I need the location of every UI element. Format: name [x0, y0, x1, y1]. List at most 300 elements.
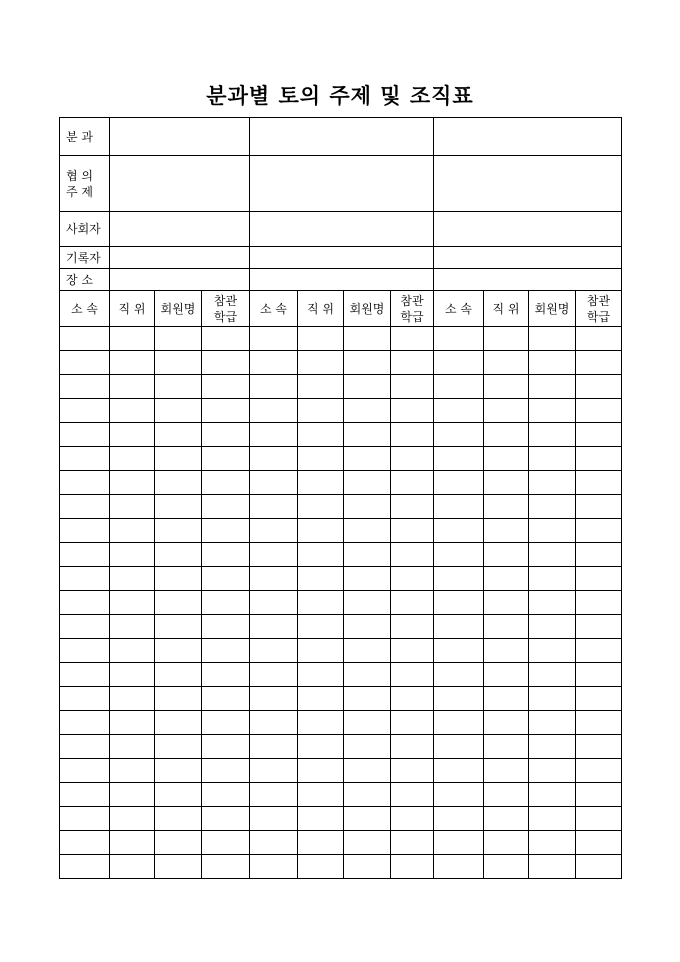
blank-cell[interactable]	[576, 687, 622, 711]
blank-cell[interactable]	[344, 591, 391, 615]
blank-cell[interactable]	[298, 735, 344, 759]
blank-cell[interactable]	[250, 591, 298, 615]
place-cell-3[interactable]	[434, 269, 622, 291]
blank-cell[interactable]	[576, 663, 622, 687]
blank-cell[interactable]	[155, 831, 202, 855]
blank-cell[interactable]	[60, 711, 110, 735]
division-cell-1[interactable]	[110, 118, 250, 156]
blank-cell[interactable]	[529, 831, 576, 855]
blank-cell[interactable]	[60, 471, 110, 495]
blank-cell[interactable]	[250, 399, 298, 423]
blank-cell[interactable]	[344, 519, 391, 543]
blank-cell[interactable]	[576, 591, 622, 615]
blank-cell[interactable]	[250, 351, 298, 375]
blank-cell[interactable]	[576, 327, 622, 351]
blank-cell[interactable]	[60, 399, 110, 423]
blank-cell[interactable]	[110, 519, 155, 543]
blank-cell[interactable]	[529, 543, 576, 567]
blank-cell[interactable]	[250, 735, 298, 759]
blank-cell[interactable]	[155, 423, 202, 447]
blank-cell[interactable]	[576, 783, 622, 807]
blank-cell[interactable]	[155, 543, 202, 567]
blank-cell[interactable]	[391, 447, 434, 471]
blank-cell[interactable]	[110, 711, 155, 735]
blank-cell[interactable]	[344, 711, 391, 735]
blank-cell[interactable]	[391, 543, 434, 567]
blank-cell[interactable]	[202, 711, 250, 735]
blank-cell[interactable]	[298, 351, 344, 375]
blank-cell[interactable]	[484, 543, 529, 567]
blank-cell[interactable]	[110, 639, 155, 663]
blank-cell[interactable]	[529, 639, 576, 663]
blank-cell[interactable]	[298, 783, 344, 807]
blank-cell[interactable]	[110, 543, 155, 567]
place-cell-2[interactable]	[250, 269, 434, 291]
blank-cell[interactable]	[576, 759, 622, 783]
blank-cell[interactable]	[434, 759, 484, 783]
blank-cell[interactable]	[298, 831, 344, 855]
blank-cell[interactable]	[202, 351, 250, 375]
blank-cell[interactable]	[391, 327, 434, 351]
blank-cell[interactable]	[434, 663, 484, 687]
blank-cell[interactable]	[391, 399, 434, 423]
blank-cell[interactable]	[576, 615, 622, 639]
blank-cell[interactable]	[529, 591, 576, 615]
blank-cell[interactable]	[576, 447, 622, 471]
place-row	[60, 269, 622, 291]
blank-cell[interactable]	[60, 423, 110, 447]
blank-cell[interactable]	[484, 375, 529, 399]
blank-cell[interactable]	[155, 351, 202, 375]
blank-cell[interactable]	[529, 759, 576, 783]
blank-cell[interactable]	[434, 399, 484, 423]
blank-cell[interactable]	[202, 687, 250, 711]
blank-cell[interactable]	[250, 759, 298, 783]
blank-cell[interactable]	[344, 399, 391, 423]
blank-cell[interactable]	[110, 423, 155, 447]
blank-cell[interactable]	[484, 807, 529, 831]
blank-cell[interactable]	[60, 327, 110, 351]
blank-cell[interactable]	[298, 759, 344, 783]
blank-cell[interactable]	[434, 807, 484, 831]
blank-cell[interactable]	[434, 639, 484, 663]
blank-cell[interactable]	[202, 783, 250, 807]
blank-cell[interactable]	[155, 375, 202, 399]
blank-cell[interactable]	[344, 615, 391, 639]
blank-cell[interactable]	[60, 639, 110, 663]
blank-cell[interactable]	[202, 399, 250, 423]
blank-cell[interactable]	[155, 759, 202, 783]
blank-cell[interactable]	[155, 591, 202, 615]
blank-cell[interactable]	[298, 423, 344, 447]
table-row	[60, 351, 622, 375]
blank-cell[interactable]	[484, 783, 529, 807]
blank-cell[interactable]	[344, 663, 391, 687]
blank-cell[interactable]	[250, 639, 298, 663]
blank-cell[interactable]	[576, 567, 622, 591]
blank-cell[interactable]	[391, 735, 434, 759]
blank-cell[interactable]	[344, 351, 391, 375]
blank-cell[interactable]	[298, 543, 344, 567]
blank-cell[interactable]	[250, 327, 298, 351]
table-row	[60, 711, 622, 735]
blank-cell[interactable]	[484, 591, 529, 615]
blank-cell[interactable]	[484, 735, 529, 759]
blank-cell[interactable]	[391, 663, 434, 687]
blank-cell[interactable]	[484, 759, 529, 783]
blank-cell[interactable]	[60, 783, 110, 807]
blank-cell[interactable]	[391, 471, 434, 495]
blank-cell[interactable]	[434, 519, 484, 543]
grade-header-line1: 참관	[400, 293, 424, 308]
blank-cell[interactable]	[484, 615, 529, 639]
blank-cell[interactable]	[60, 735, 110, 759]
blank-cell[interactable]	[250, 663, 298, 687]
blank-cell[interactable]	[344, 543, 391, 567]
blank-cell[interactable]	[110, 735, 155, 759]
blank-cell[interactable]	[298, 447, 344, 471]
blank-cell[interactable]	[529, 447, 576, 471]
blank-cell[interactable]	[60, 567, 110, 591]
blank-cell[interactable]	[391, 639, 434, 663]
blank-cell[interactable]	[202, 447, 250, 471]
blank-cell[interactable]	[434, 471, 484, 495]
blank-cell[interactable]	[391, 807, 434, 831]
blank-cell[interactable]	[391, 783, 434, 807]
blank-cell[interactable]	[529, 327, 576, 351]
blank-cell[interactable]	[250, 447, 298, 471]
blank-cell[interactable]	[484, 567, 529, 591]
blank-cell[interactable]	[484, 423, 529, 447]
blank-cell[interactable]	[155, 855, 202, 879]
blank-cell[interactable]	[110, 567, 155, 591]
blank-cell[interactable]	[155, 807, 202, 831]
blank-cell[interactable]	[576, 831, 622, 855]
blank-cell[interactable]	[202, 615, 250, 639]
blank-cell[interactable]	[60, 351, 110, 375]
blank-cell[interactable]	[484, 519, 529, 543]
blank-cell[interactable]	[155, 711, 202, 735]
recorder-cell-1[interactable]	[110, 247, 250, 269]
moderator-cell-1[interactable]	[110, 212, 250, 247]
blank-cell[interactable]	[484, 327, 529, 351]
blank-cell[interactable]	[60, 495, 110, 519]
blank-cell[interactable]	[298, 327, 344, 351]
blank-cell[interactable]	[344, 855, 391, 879]
blank-cell[interactable]	[60, 663, 110, 687]
blank-cell[interactable]	[155, 687, 202, 711]
blank-cell[interactable]	[344, 807, 391, 831]
blank-cell[interactable]	[155, 495, 202, 519]
blank-cell[interactable]	[60, 615, 110, 639]
moderator-cell-2[interactable]	[250, 212, 434, 247]
blank-cell[interactable]	[434, 543, 484, 567]
blank-cell[interactable]	[484, 831, 529, 855]
blank-cell[interactable]	[202, 591, 250, 615]
blank-cell[interactable]	[60, 759, 110, 783]
blank-cell[interactable]	[484, 639, 529, 663]
blank-cell[interactable]	[202, 807, 250, 831]
blank-cell[interactable]	[529, 807, 576, 831]
blank-cell[interactable]	[298, 639, 344, 663]
blank-cell[interactable]	[484, 351, 529, 375]
blank-cell[interactable]	[155, 783, 202, 807]
blank-cell[interactable]	[391, 519, 434, 543]
blank-cell[interactable]	[576, 807, 622, 831]
blank-cell[interactable]	[484, 711, 529, 735]
moderator-cell-3[interactable]	[434, 212, 622, 247]
blank-cell[interactable]	[202, 471, 250, 495]
blank-cell[interactable]	[391, 591, 434, 615]
blank-cell[interactable]	[60, 519, 110, 543]
blank-cell[interactable]	[250, 423, 298, 447]
member-name-header: 회원명	[344, 291, 391, 327]
blank-cell[interactable]	[576, 735, 622, 759]
blank-cell[interactable]	[250, 783, 298, 807]
blank-cell[interactable]	[484, 399, 529, 423]
blank-cell[interactable]	[250, 375, 298, 399]
blank-cell[interactable]	[110, 399, 155, 423]
blank-cell[interactable]	[155, 447, 202, 471]
blank-cell[interactable]	[529, 711, 576, 735]
blank-cell[interactable]	[298, 663, 344, 687]
table-row	[60, 423, 622, 447]
blank-cell[interactable]	[434, 375, 484, 399]
blank-cell[interactable]	[484, 663, 529, 687]
blank-cell[interactable]	[434, 687, 484, 711]
blank-cell[interactable]	[344, 759, 391, 783]
blank-cell[interactable]	[529, 687, 576, 711]
blank-cell[interactable]	[110, 375, 155, 399]
blank-cell[interactable]	[202, 663, 250, 687]
blank-cell[interactable]	[298, 711, 344, 735]
blank-cell[interactable]	[576, 471, 622, 495]
blank-cell[interactable]	[250, 567, 298, 591]
blank-cell[interactable]	[110, 351, 155, 375]
recorder-cell-2[interactable]	[250, 247, 434, 269]
blank-cell[interactable]	[434, 495, 484, 519]
blank-cell[interactable]	[60, 807, 110, 831]
blank-cell[interactable]	[434, 615, 484, 639]
blank-cell[interactable]	[576, 711, 622, 735]
blank-cell[interactable]	[344, 567, 391, 591]
blank-cell[interactable]	[434, 591, 484, 615]
blank-cell[interactable]	[529, 471, 576, 495]
blank-cell[interactable]	[344, 783, 391, 807]
blank-cell[interactable]	[250, 543, 298, 567]
blank-cell[interactable]	[576, 519, 622, 543]
blank-cell[interactable]	[391, 855, 434, 879]
blank-cell[interactable]	[202, 375, 250, 399]
blank-cell[interactable]	[298, 519, 344, 543]
blank-cell[interactable]	[250, 687, 298, 711]
blank-cell[interactable]	[529, 615, 576, 639]
blank-cell[interactable]	[529, 855, 576, 879]
blank-cell[interactable]	[576, 399, 622, 423]
blank-cell[interactable]	[576, 855, 622, 879]
blank-cell[interactable]	[110, 855, 155, 879]
blank-cell[interactable]	[576, 495, 622, 519]
blank-cell[interactable]	[110, 591, 155, 615]
blank-cell[interactable]	[434, 423, 484, 447]
blank-cell[interactable]	[250, 615, 298, 639]
blank-cell[interactable]	[576, 543, 622, 567]
blank-cell[interactable]	[344, 735, 391, 759]
blank-cell[interactable]	[155, 615, 202, 639]
blank-cell[interactable]	[344, 471, 391, 495]
blank-cell[interactable]	[344, 639, 391, 663]
recorder-cell-3[interactable]	[434, 247, 622, 269]
blank-cell[interactable]	[298, 615, 344, 639]
blank-cell[interactable]	[434, 735, 484, 759]
blank-cell[interactable]	[298, 495, 344, 519]
blank-cell[interactable]	[60, 831, 110, 855]
blank-cell[interactable]	[155, 567, 202, 591]
blank-cell[interactable]	[391, 423, 434, 447]
topic-cell-3[interactable]	[434, 156, 622, 212]
blank-cell[interactable]	[344, 375, 391, 399]
blank-cell[interactable]	[529, 495, 576, 519]
blank-cell[interactable]	[250, 831, 298, 855]
blank-cell[interactable]	[110, 831, 155, 855]
blank-cell[interactable]	[202, 519, 250, 543]
topic-cell-2[interactable]	[250, 156, 434, 212]
blank-cell[interactable]	[155, 639, 202, 663]
blank-cell[interactable]	[434, 327, 484, 351]
blank-cell[interactable]	[576, 351, 622, 375]
blank-cell[interactable]	[202, 735, 250, 759]
member-name-header: 회원명	[529, 291, 576, 327]
blank-cell[interactable]	[529, 567, 576, 591]
division-cell-3[interactable]	[434, 118, 622, 156]
blank-cell[interactable]	[529, 735, 576, 759]
blank-cell[interactable]	[155, 399, 202, 423]
blank-cell[interactable]	[60, 687, 110, 711]
blank-cell[interactable]	[434, 855, 484, 879]
blank-cell[interactable]	[155, 735, 202, 759]
blank-cell[interactable]	[434, 351, 484, 375]
blank-cell[interactable]	[529, 783, 576, 807]
blank-cell[interactable]	[202, 831, 250, 855]
blank-cell[interactable]	[529, 663, 576, 687]
blank-cell[interactable]	[529, 519, 576, 543]
blank-cell[interactable]	[298, 375, 344, 399]
blank-cell[interactable]	[110, 783, 155, 807]
place-cell-1[interactable]	[110, 269, 250, 291]
blank-cell[interactable]	[391, 615, 434, 639]
blank-cell[interactable]	[155, 327, 202, 351]
blank-cell[interactable]	[60, 855, 110, 879]
blank-cell[interactable]	[344, 831, 391, 855]
blank-cell[interactable]	[250, 471, 298, 495]
blank-cell[interactable]	[298, 471, 344, 495]
blank-cell[interactable]	[60, 375, 110, 399]
blank-cell[interactable]	[298, 687, 344, 711]
blank-cell[interactable]	[202, 567, 250, 591]
blank-cell[interactable]	[155, 519, 202, 543]
blank-cell[interactable]	[202, 495, 250, 519]
blank-cell[interactable]	[576, 639, 622, 663]
blank-cell[interactable]	[60, 591, 110, 615]
blank-cell[interactable]	[484, 447, 529, 471]
blank-cell[interactable]	[155, 663, 202, 687]
blank-cell[interactable]	[344, 423, 391, 447]
blank-cell[interactable]	[202, 423, 250, 447]
blank-cell[interactable]	[60, 447, 110, 471]
blank-cell[interactable]	[434, 567, 484, 591]
blank-cell[interactable]	[434, 783, 484, 807]
blank-cell[interactable]	[298, 807, 344, 831]
blank-cell[interactable]	[298, 399, 344, 423]
blank-cell[interactable]	[576, 375, 622, 399]
blank-cell[interactable]	[202, 759, 250, 783]
blank-cell[interactable]	[298, 591, 344, 615]
blank-cell[interactable]	[434, 831, 484, 855]
blank-cell[interactable]	[391, 375, 434, 399]
blank-cell[interactable]	[110, 327, 155, 351]
blank-cell[interactable]	[110, 759, 155, 783]
blank-cell[interactable]	[60, 543, 110, 567]
division-cell-2[interactable]	[250, 118, 434, 156]
blank-cell[interactable]	[391, 495, 434, 519]
topic-label	[60, 156, 110, 212]
blank-cell[interactable]	[202, 639, 250, 663]
blank-cell[interactable]	[250, 495, 298, 519]
blank-cell[interactable]	[110, 471, 155, 495]
blank-cell[interactable]	[391, 831, 434, 855]
blank-cell[interactable]	[391, 687, 434, 711]
blank-cell[interactable]	[250, 519, 298, 543]
blank-cell[interactable]	[484, 687, 529, 711]
blank-cell[interactable]	[110, 495, 155, 519]
blank-cell[interactable]	[250, 855, 298, 879]
blank-cell[interactable]	[484, 855, 529, 879]
blank-cell[interactable]	[391, 711, 434, 735]
blank-cell[interactable]	[391, 759, 434, 783]
blank-cell[interactable]	[344, 327, 391, 351]
blank-cell[interactable]	[110, 447, 155, 471]
blank-cell[interactable]	[434, 711, 484, 735]
blank-cell[interactable]	[202, 855, 250, 879]
blank-cell[interactable]	[202, 327, 250, 351]
blank-cell[interactable]	[434, 447, 484, 471]
blank-cell[interactable]	[344, 687, 391, 711]
blank-cell[interactable]	[298, 567, 344, 591]
blank-cell[interactable]	[110, 807, 155, 831]
blank-cell[interactable]	[391, 351, 434, 375]
blank-cell[interactable]	[484, 495, 529, 519]
blank-cell[interactable]	[344, 447, 391, 471]
blank-cell[interactable]	[110, 687, 155, 711]
blank-cell[interactable]	[344, 495, 391, 519]
blank-cell[interactable]	[155, 471, 202, 495]
topic-cell-1[interactable]	[110, 156, 250, 212]
affiliation-header: 소 속	[434, 291, 484, 327]
blank-cell[interactable]	[484, 471, 529, 495]
blank-cell[interactable]	[391, 567, 434, 591]
blank-cell[interactable]	[250, 711, 298, 735]
blank-cell[interactable]	[576, 423, 622, 447]
blank-cell[interactable]	[529, 423, 576, 447]
blank-cell[interactable]	[202, 543, 250, 567]
blank-cell[interactable]	[250, 807, 298, 831]
blank-cell[interactable]	[529, 375, 576, 399]
blank-cell[interactable]	[110, 663, 155, 687]
blank-cell[interactable]	[529, 399, 576, 423]
blank-cell[interactable]	[529, 351, 576, 375]
blank-cell[interactable]	[298, 855, 344, 879]
blank-cell[interactable]	[110, 615, 155, 639]
